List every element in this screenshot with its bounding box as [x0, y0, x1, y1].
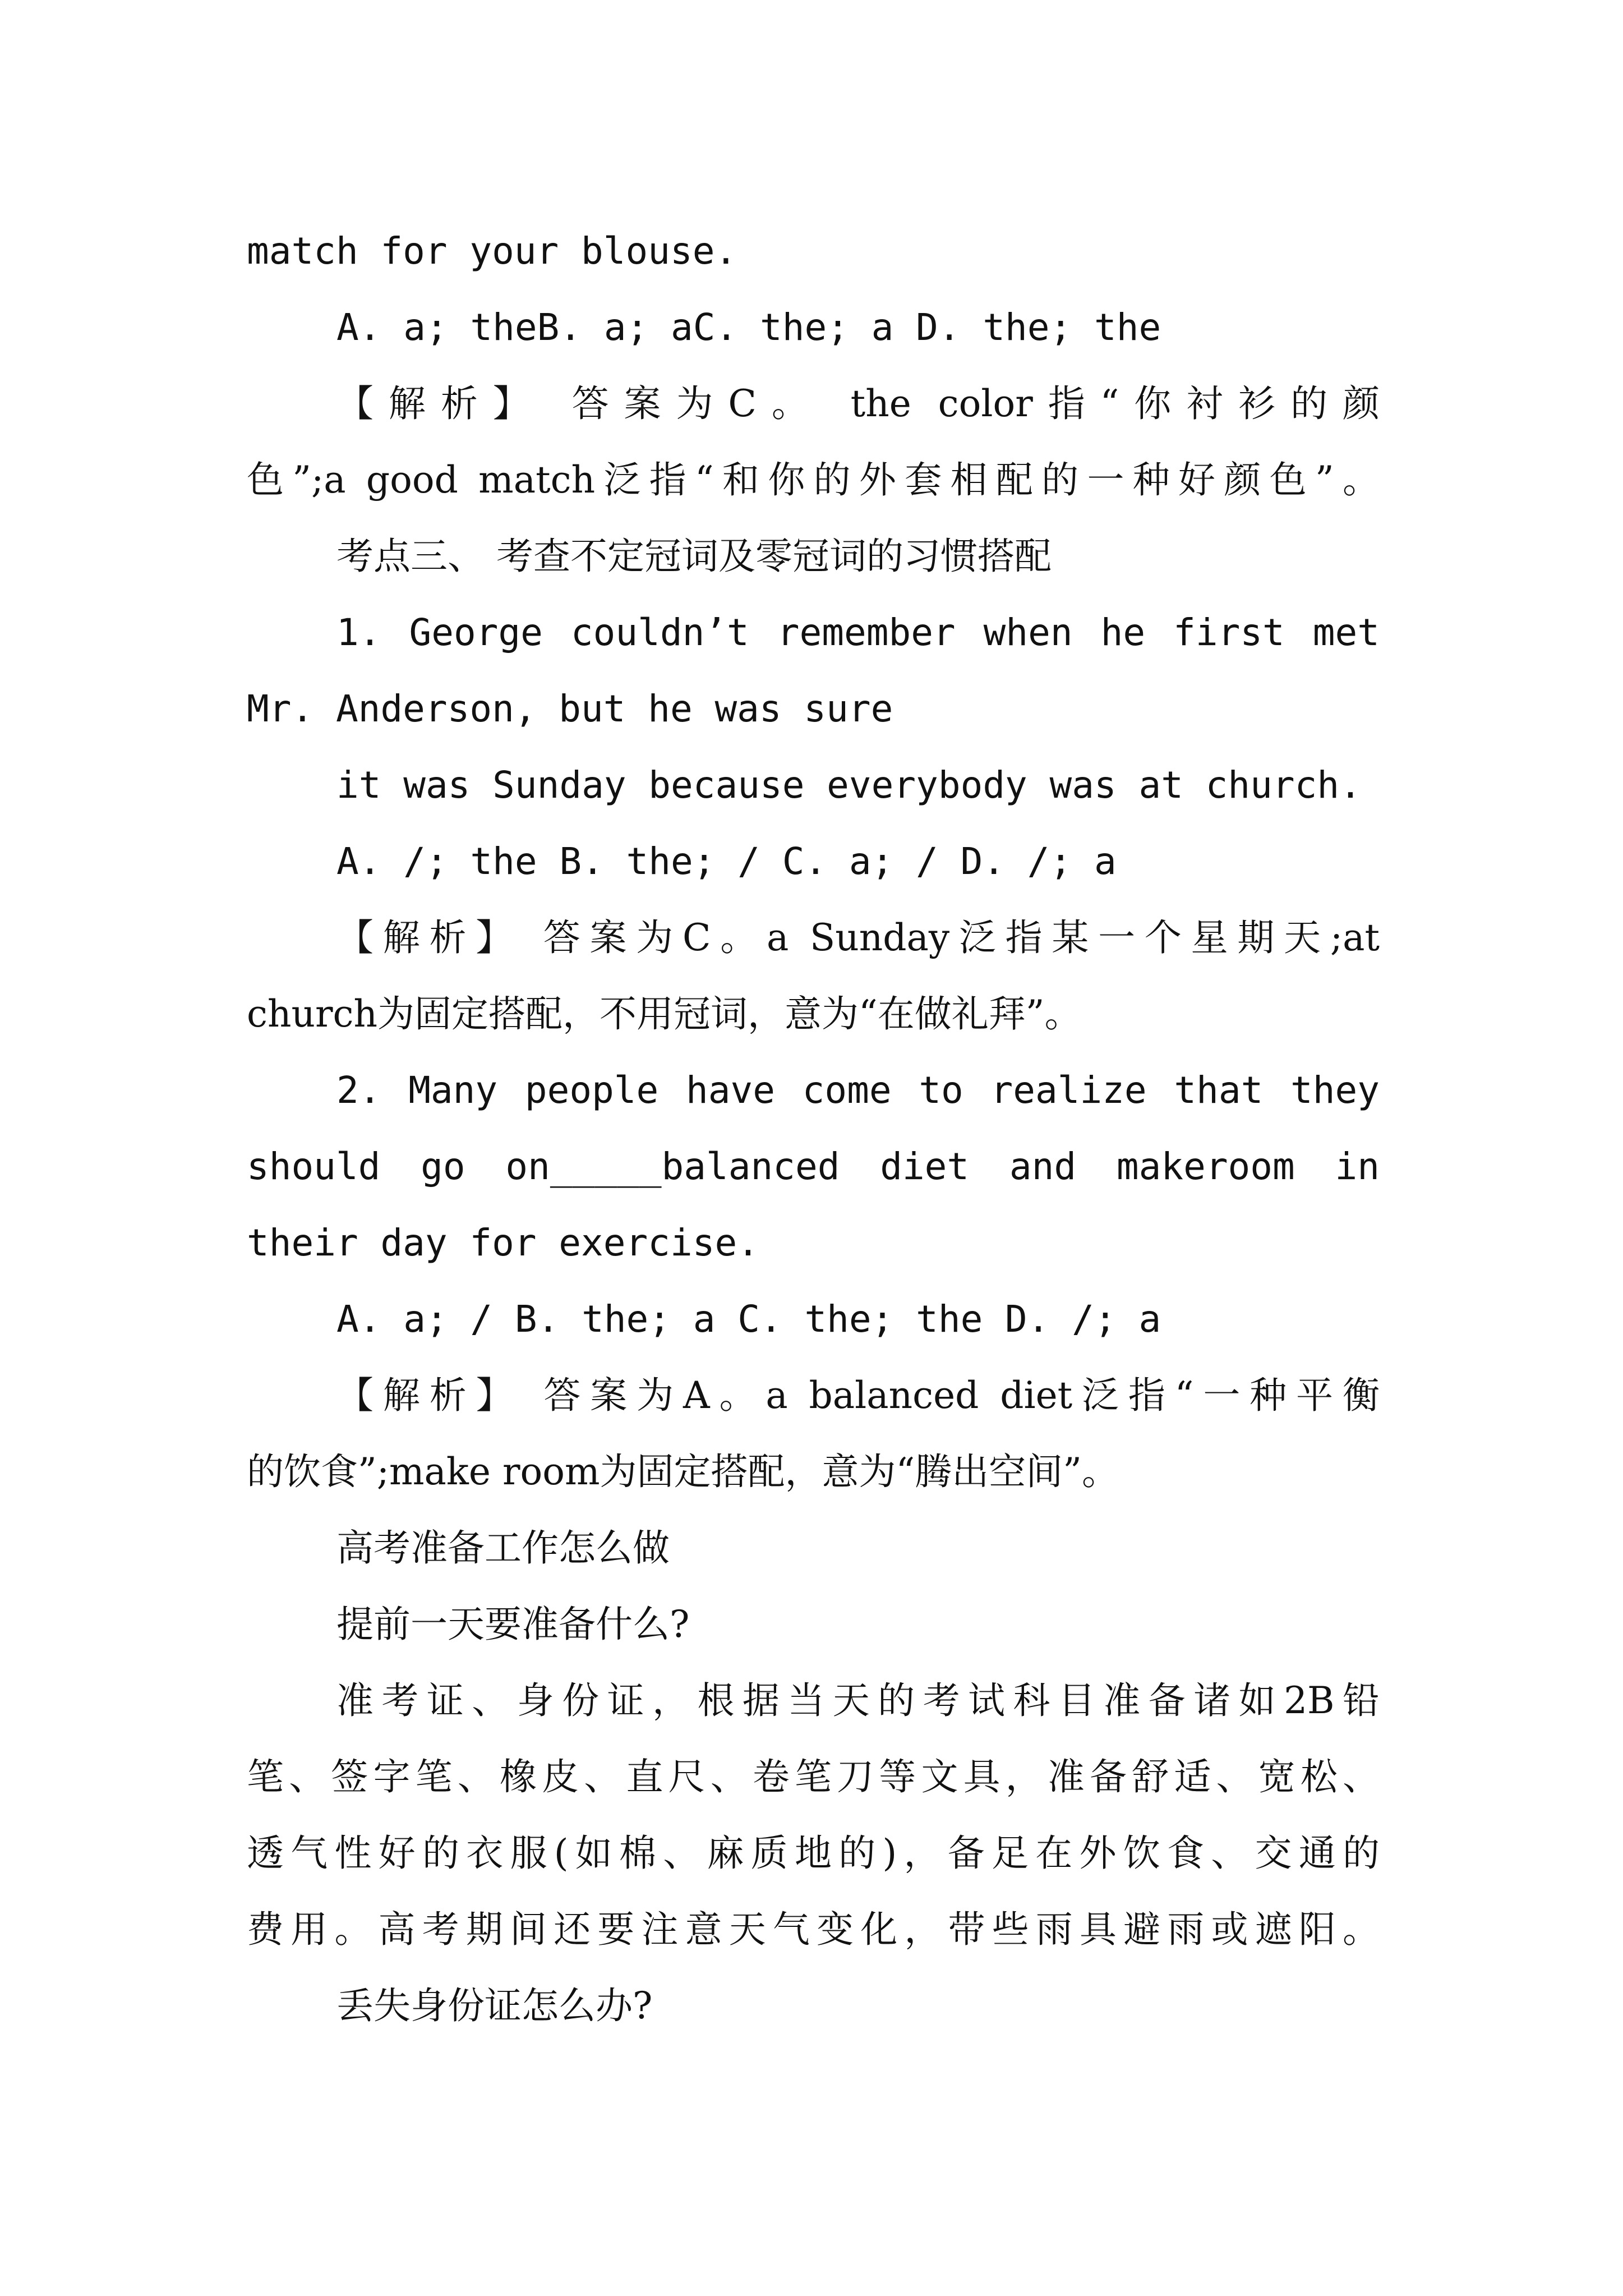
text-line: 的饮食”;make room为固定搭配，意为“腾出空间”。 [247, 1450, 1119, 1493]
analysis-line: 【解析】 答案为C。a Sunday泛指某一个星期天;at [336, 916, 1380, 959]
paragraph-line: 透气性好的衣服(如棉、麻质地的)，备足在外饮食、交通的 [247, 1832, 1380, 1875]
section-heading: 高考准备工作怎么做 [336, 1526, 670, 1570]
text-line: should go on_____balanced diet and makeroom in [247, 1145, 1380, 1188]
analysis-line: 【解析】 答案为A。a balanced diet泛指“一种平衡 [336, 1374, 1380, 1417]
answer-options: A. a; theB. a; aC. the; a D. the; the [336, 306, 1161, 349]
question-line: 1. George couldn’t remember when he first met [336, 611, 1380, 654]
paragraph-line: 笔、签字笔、橡皮、直尺、卷笔刀等文具，准备舒适、宽松、 [247, 1755, 1380, 1798]
subheading: 丢失身份证怎么办? [336, 1984, 653, 2027]
text-line: church为固定搭配，不用冠词，意为“在做礼拜”。 [247, 992, 1082, 1036]
question-line: 2. Many people have come to realize that they [336, 1069, 1380, 1112]
text-line: Mr. Anderson, but he was sure [247, 687, 893, 730]
subheading: 提前一天要准备什么? [336, 1603, 690, 1646]
answer-options: A. a; / B. the; a C. the; the D. /; a [336, 1297, 1161, 1341]
paragraph-line: 费用。高考期间还要注意天气变化，带些雨具避雨或遮阳。 [247, 1908, 1380, 1951]
document-page [247, 213, 1380, 2044]
text-line: 色”;a good match泛指“和你的外套相配的一种好颜色”。 [247, 458, 1380, 501]
text-line: match for your blouse. [247, 229, 737, 273]
answer-options: A. /; the B. the; / C. a; / D. /; a [336, 840, 1117, 883]
section-heading: 考点三、 考查不定冠词及零冠词的习惯搭配 [336, 535, 1052, 578]
paragraph-line: 准考证、身份证，根据当天的考试科目准备诸如2B铅 [336, 1679, 1380, 1722]
text-line: their day for exercise. [247, 1221, 759, 1264]
analysis-line: 【解析】 答案为C。 the color指“你衬衫的颜 [336, 382, 1380, 425]
text-line: it was Sunday because everybody was at church. [336, 763, 1362, 807]
